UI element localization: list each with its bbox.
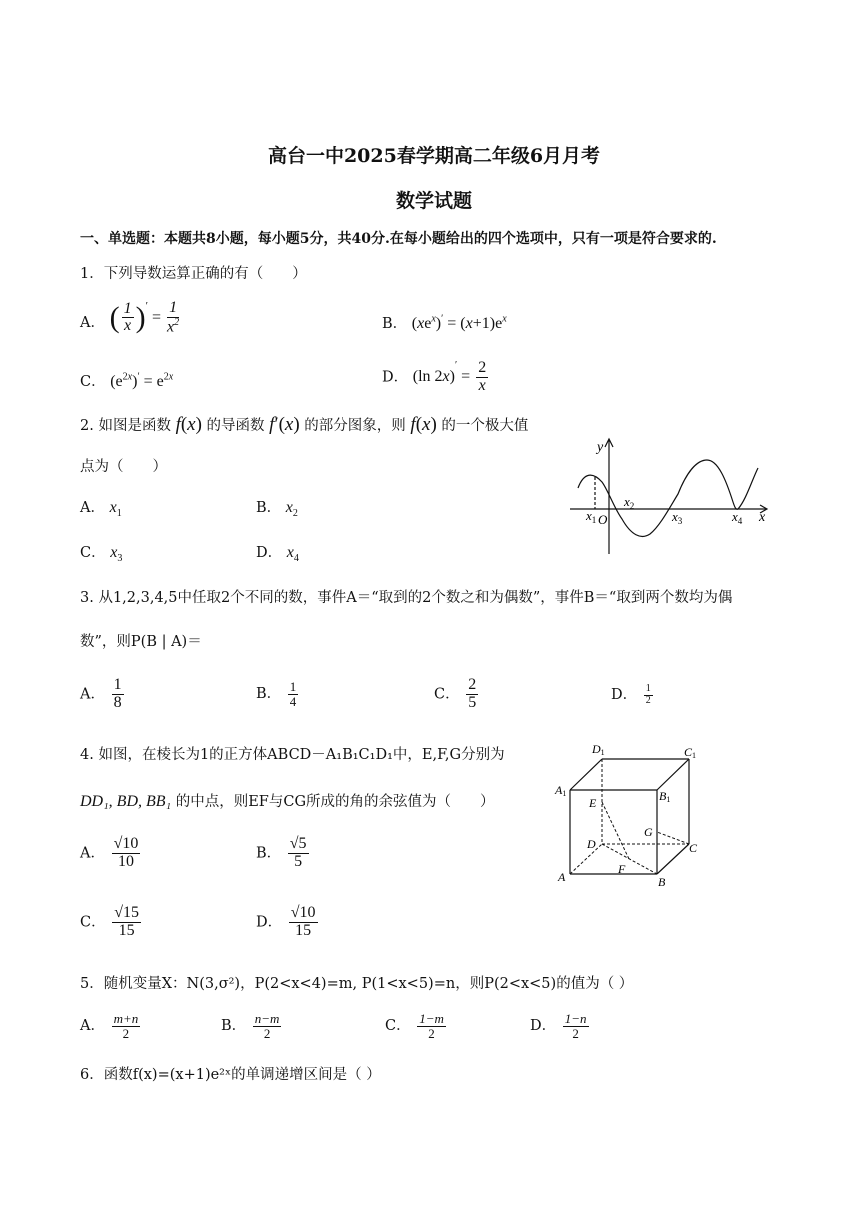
q3-option-c[interactable] <box>434 677 480 712</box>
option-label: C． <box>80 914 106 931</box>
option-label: B． <box>382 316 408 332</box>
q2-stem-part: 2. 如图是函数 <box>80 418 171 434</box>
question-4-stem: 4. 如图，在棱长为1的正方体ABCD－A₁B₁C₁D₁中，E,F,G分别为 <box>80 747 505 763</box>
q3-option-a-fraction: $\frac{1}{8}$ <box>113 676 122 711</box>
label-e: E <box>589 796 597 810</box>
diag-bd-hidden <box>602 844 657 874</box>
q2-stem-part: 的部分图象，则 <box>304 418 406 434</box>
edge-b1c1 <box>657 759 689 790</box>
label-b1: B1 <box>659 789 671 804</box>
question-5-stem: 5．随机变量X：N(3,σ²)，P(2<x<4)=m, P(1<x<5)=n，则P(2<x<5)的值为（ ） <box>80 976 634 992</box>
section-heading: 一、单选题：本题共8小题，每小题5分，共40分.在每小题给出的四个选项中，只有一项是符合要求的. <box>80 231 717 247</box>
q4-option-d-fraction: $\frac{√10}{15}$ <box>290 904 316 939</box>
option-label: A． <box>80 500 105 516</box>
option-label: D． <box>256 545 283 561</box>
option-label: B． <box>256 500 282 516</box>
q2-option-d[interactable] <box>256 541 299 564</box>
q3-option-c-fraction: $\frac{2}{5}$ <box>468 676 477 711</box>
label-y: y <box>597 440 604 455</box>
label-x2: $x_2$ <box>624 494 635 511</box>
question-2-stem: 2. 如图是函数 f(x) 的导函数 f′(x) 的部分图象，则 f(x) 的一个极大值 <box>80 414 529 435</box>
label-d: D <box>587 837 596 851</box>
q1-option-d[interactable] <box>382 360 490 395</box>
question-3-stem-line2: 数”，则P(B | A)＝ <box>80 634 202 650</box>
label-x: x <box>759 510 766 525</box>
q5-option-a-fraction: $\frac{m+n}{2}$ <box>113 1011 139 1041</box>
option-label: C． <box>80 374 106 390</box>
q5-option-c-fraction: $\frac{1-m}{2}$ <box>419 1011 444 1041</box>
q4-option-a-fraction: $\frac{√10}{10}$ <box>113 835 139 870</box>
question-1-stem: 1．下列导数运算正确的有（ ） <box>80 266 307 282</box>
option-label: B． <box>256 845 282 862</box>
option-label: A． <box>80 845 105 862</box>
edge-a1d1 <box>570 759 602 790</box>
q2-option-b[interactable] <box>256 496 298 519</box>
q3-option-b[interactable] <box>256 680 300 708</box>
option-label: C． <box>385 1018 411 1035</box>
label-c1: C1 <box>684 745 697 760</box>
question-3-stem: 3. 从1,2,3,4,5中任取2个不同的数，事件A＝“取到的2个数之和为偶数”，事件B＝“取到两个数均为偶 <box>80 590 733 606</box>
q4-option-c[interactable] <box>80 905 143 940</box>
q1-option-a-formula: ( $\frac{1}{x}$ ) ′ = $\frac{1}{x^2}$ <box>109 299 180 336</box>
q4-option-a[interactable] <box>80 836 142 871</box>
page-subtitle: 数学试题 <box>395 190 472 212</box>
label-x4: $x_4$ <box>732 509 743 526</box>
q4-segments: DD₁, BD, BB₁ <box>80 793 172 810</box>
q5-option-b-fraction: $\frac{n-m}{2}$ <box>254 1011 280 1041</box>
label-g: G <box>644 825 653 839</box>
q3-option-b-fraction: $\frac{1}{4}$ <box>289 679 297 709</box>
cube-figure <box>552 740 712 895</box>
option-label: B． <box>221 1018 247 1035</box>
edge-bc <box>657 844 689 874</box>
label-a: A <box>558 870 566 884</box>
q2-stem-part: 的一个极大值 <box>441 418 529 434</box>
option-label: D． <box>611 687 638 703</box>
q4-option-c-fraction: $\frac{√15}{15}$ <box>114 904 139 939</box>
q3-option-d-fraction: $\frac{1}{2}$ <box>645 683 651 706</box>
page-title: 高台一中2025春学期高二年级6月月考 <box>267 145 601 167</box>
q5-option-d-fraction: $\frac{1-n}{2}$ <box>564 1011 587 1041</box>
q4-option-b-fraction: $\frac{√5}{5}$ <box>289 835 307 870</box>
q2-stem-part: 的导函数 <box>206 418 265 434</box>
label-b: B <box>658 875 666 889</box>
q5-option-b[interactable] <box>221 1012 283 1040</box>
edge-ad-hidden <box>570 844 602 874</box>
q5-option-c[interactable] <box>385 1012 448 1040</box>
q4-option-d[interactable] <box>256 905 320 940</box>
label-a1: A1 <box>555 783 567 798</box>
q1-option-c[interactable] <box>80 370 173 391</box>
q3-option-d[interactable] <box>611 683 655 706</box>
option-label: B． <box>256 686 282 703</box>
label-x1: $x_1$ <box>586 508 597 525</box>
label-x3: $x_3$ <box>672 509 683 526</box>
option-label: C． <box>80 545 106 561</box>
q1-option-b[interactable] <box>382 312 507 333</box>
label-o: O <box>598 512 608 527</box>
q1-option-a[interactable] <box>80 300 181 336</box>
question-2-stem-line2: 点为（ ） <box>80 459 167 475</box>
label-d1: D1 <box>592 742 605 757</box>
q2-option-a[interactable] <box>80 496 122 519</box>
q2-option-a-value: $x_1$ <box>109 499 122 520</box>
q1-option-d-formula: (ln 2 x ) ′ = $\frac{2}{x}$ <box>412 359 487 394</box>
q5-option-d[interactable] <box>530 1012 591 1040</box>
q4-option-b[interactable] <box>256 836 311 871</box>
q4-stem-part: 的中点，则EF与CG所成的角的余弦值为（ ） <box>175 794 495 810</box>
segment-cg <box>657 832 689 844</box>
q1-option-c-formula: $(e^{2x})' = e^{2x}$ <box>110 371 174 390</box>
segment-ef <box>602 802 629 859</box>
q5-option-a[interactable] <box>80 1012 142 1040</box>
option-label: A． <box>80 686 105 703</box>
question-4-stem-line2 <box>80 790 495 811</box>
derivative-graph <box>570 432 780 557</box>
q2-option-b-value: $x_2$ <box>285 499 298 520</box>
q2-option-c[interactable] <box>80 541 122 564</box>
q2-option-d-value: $x_4$ <box>286 544 299 565</box>
q2-option-c-value: $x_3$ <box>110 544 123 565</box>
option-label: D． <box>530 1018 557 1035</box>
option-label: D． <box>256 914 283 931</box>
q3-option-a[interactable] <box>80 677 126 712</box>
option-label: A． <box>80 314 105 331</box>
q1-option-b-formula: $(xe^x)' = (x+1)e^x$ <box>411 313 507 332</box>
option-label: D． <box>382 369 409 386</box>
label-c: C <box>689 841 698 855</box>
option-label: A． <box>80 1018 105 1035</box>
question-6-stem: 6．函数f(x)=(x+1)e²ˣ的单调递增区间是（ ） <box>80 1067 381 1083</box>
option-label: C． <box>434 686 460 703</box>
label-f: F <box>618 862 626 876</box>
